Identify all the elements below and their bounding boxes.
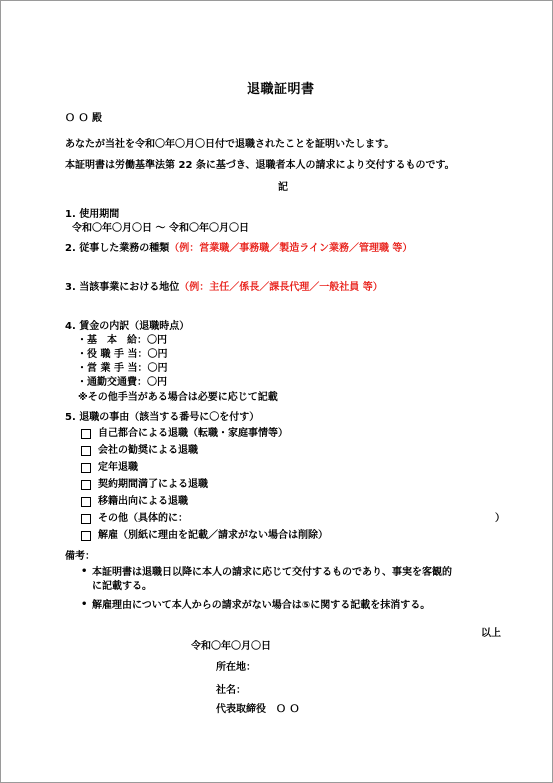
section-2-line [65,243,412,255]
intro-line-1: あなたが当社を令和〇年〇月〇日付で退職されたことを証明いたします。 [65,139,395,150]
section-5-heading: 5. 退職の事由（該当する番号に〇を付す） [65,412,260,423]
address-label: 所在地： [216,662,256,673]
wage-item-sales: ・営 業 手 当：〇円 [77,363,168,374]
remarks-label: 備考： [65,551,95,562]
reason-checkbox-1[interactable] [81,429,91,439]
representative-label: 代表取締役 Ｏ Ｏ [216,704,300,715]
reason-checkbox-6[interactable] [81,514,91,524]
reason-label-1: 自己都合による退職（転職・家庭事情等） [98,428,288,439]
wage-note: ※その他手当がある場合は必要に応じて記載 [78,392,278,403]
remarks-bullet-1: • [81,566,88,577]
ki-label: 記 [278,182,288,193]
section-3-example: （例：主任／係長／課長代理／一般社員 等） [179,282,383,293]
section-1-value: 令和〇年〇月〇日 ～ 令和〇年〇月〇日 [72,223,249,234]
remarks-line-1-cont: に記載する。 [92,581,152,592]
company-label: 社名： [216,685,246,696]
intro-line-2: 本証明書は労働基準法第 22 条に基づき、退職者本人の請求により交付するものです。 [65,160,455,171]
wage-item-base: ・基 本 給：〇円 [77,335,167,346]
reason-checkbox-5[interactable] [81,497,91,507]
ijou-label: 以上 [481,628,501,639]
section-4-heading: 4. 賃金の内訳（退職時点） [65,321,190,332]
reason-checkbox-4[interactable] [81,480,91,490]
remarks-line-1: 本証明書は退職日以降に本人の請求に応じて交付するものであり、事実を客観的 [92,567,452,578]
reason-label-2: 会社の勧奨による退職 [98,445,198,456]
wage-item-commute: ・通勤交通費：〇円 [77,377,167,388]
section-3-heading: 3. 当該事業における地位 [65,282,180,293]
reason-label-3: 定年退職 [98,462,138,473]
section-2-heading: 2. 従事した業務の種類 [65,243,170,254]
section-1-heading: 1. 使用期間 [65,209,120,220]
section-3-line [65,282,383,294]
remarks-bullet-2: • [81,599,88,610]
reason-checkbox-2[interactable] [81,446,91,456]
reason-checkbox-7[interactable] [81,531,91,541]
reason-label-6: その他（具体的に： [98,513,188,524]
addressee: Ｏ Ｏ 殿 [65,113,102,124]
wage-item-position: ・役 職 手 当：〇円 [77,349,168,360]
reason-label-7: 解雇（別紙に理由を記載／請求がない場合は削除） [98,530,328,541]
reason-checkbox-3[interactable] [81,463,91,473]
issue-date: 令和〇年〇月〇日 [191,641,271,652]
reason-label-4: 契約期間満了による退職 [98,479,208,490]
reason-other-close-paren: ） [495,513,505,524]
section-2-example: （例：営業職／事務職／製造ライン業務／管理職 等） [169,243,413,254]
reason-label-5: 移籍出向による退職 [98,496,188,507]
document-title: 退職証明書 [247,82,315,97]
remarks-line-2: 解雇理由について本人からの請求がない場合は⑤に関する記載を抹消する。 [92,600,431,611]
